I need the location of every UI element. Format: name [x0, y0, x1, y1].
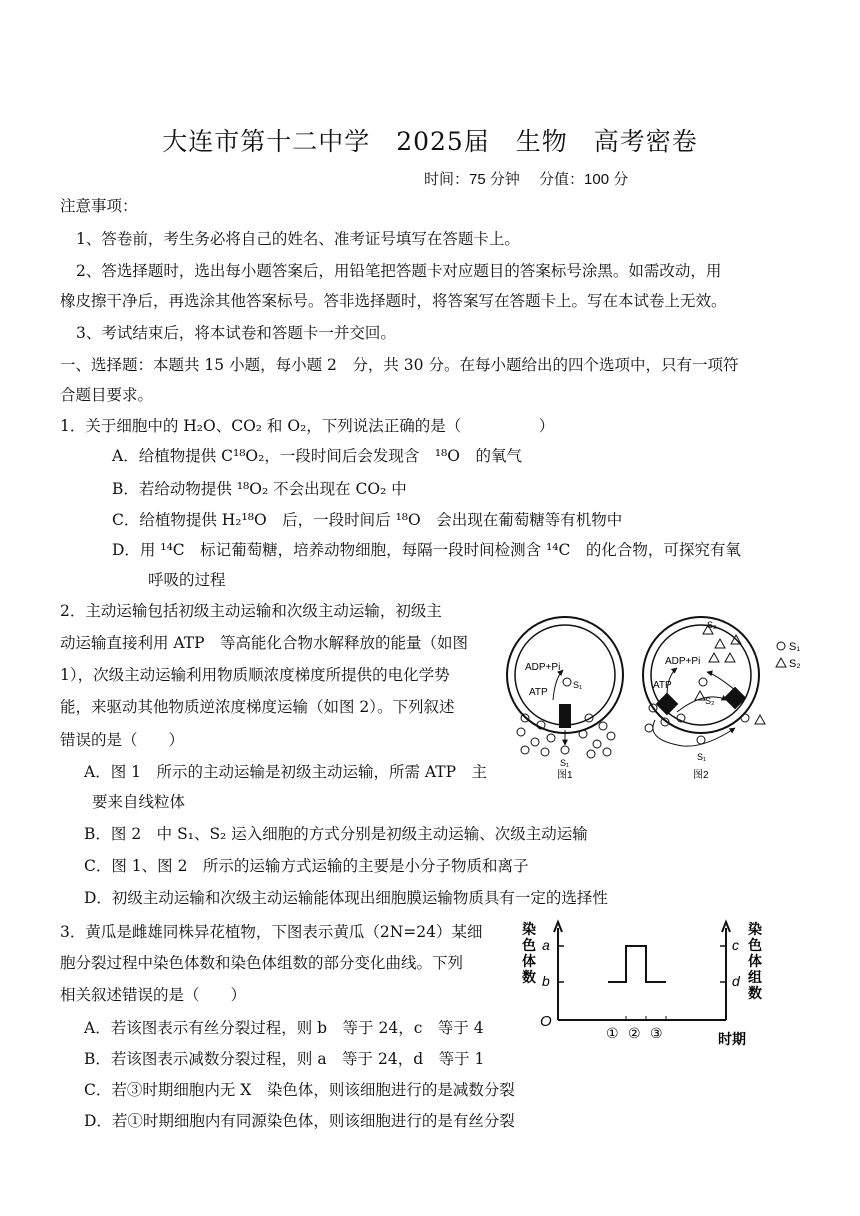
- fig2-s2-label-top: S₂: [707, 620, 717, 630]
- q2-stem-5: 错误的是（ ）: [60, 731, 185, 749]
- tick-a: a: [542, 937, 550, 953]
- q3-stem-3: 相关叙述错误的是（ ）: [60, 986, 247, 1004]
- q3-option-b: B．若该图表示减数分裂过程，则 a 等于 24，d 等于 1: [84, 1050, 485, 1068]
- q1-option-a: A．给植物提供 C¹⁸O₂，一段时间后会发现含 ¹⁸O 的氧气: [112, 447, 522, 465]
- fig2-adp-label: ADP+Pi: [665, 656, 701, 667]
- y-axis-left-label: [521, 921, 536, 985]
- q2-option-a: A．图 1 所示的主动运输是初级主动运输，所需 ATP 主: [84, 763, 488, 781]
- period-3: ③: [650, 1025, 663, 1041]
- y-left-char-4: 数: [522, 969, 536, 985]
- pump-left: [656, 693, 679, 716]
- x-axis-label: 时期: [718, 1031, 746, 1047]
- q3-option-c: C．若③时期细胞内无 X 染色体，则该细胞进行的是减数分裂: [84, 1081, 515, 1099]
- q2-stem-1: 2．主动运输包括初级主动运输和次级主动运输，初级主: [60, 602, 442, 620]
- fig1-caption: 图1: [557, 770, 573, 781]
- fig2-s1-label: S₁: [697, 752, 707, 762]
- fig1-atp-label: ATP: [529, 687, 548, 698]
- chromosome-graph: [520, 918, 790, 1058]
- period-2: ②: [628, 1025, 641, 1041]
- q2-option-d: D．初级主动运输和次级主动运输能体现出细胞膜运输物质具有一定的选择性: [84, 889, 608, 907]
- y-axis-right-label: [747, 921, 762, 1001]
- origin-label: O: [540, 1013, 552, 1030]
- notice-item-3: 3、考试结束后，将本试卷和答题卡一并交回。: [76, 324, 396, 342]
- exam-meta: 时间：75 分钟 分值：100 分: [424, 171, 629, 188]
- notice-heading: 注意事项：: [60, 197, 138, 215]
- y-right-char-5: 数: [748, 985, 762, 1001]
- y-right-char-3: 体: [748, 953, 762, 969]
- fig1-adp-label: ADP+Pi: [525, 662, 561, 673]
- q2-option-b: B．图 2 中 S₁、S₂ 运入细胞的方式分别是初级主动运输、次级主动运输: [84, 825, 588, 843]
- q2-stem-2: 动运输直接利用 ATP 等高能化合物水解释放的能量（如图: [60, 634, 469, 652]
- q1-option-b: B．若给动物提供 ¹⁸O₂ 不会出现在 CO₂ 中: [112, 480, 407, 498]
- tick-d: d: [732, 973, 740, 989]
- fig2-caption: 图2: [693, 770, 709, 781]
- legend-s2-symbol: [776, 658, 786, 667]
- fig2-s2-particles: [695, 625, 765, 724]
- tick-c: c: [732, 937, 739, 953]
- transport-figure: [505, 600, 825, 790]
- figure-2-cell: [643, 617, 765, 781]
- section-heading: 一、选择题：本题共 15 小题，每小题 2 分，共 30 分。在每小题给出的四个选项中，只有一项符: [60, 356, 739, 374]
- pump-right: [724, 687, 747, 710]
- period-1: ①: [606, 1025, 619, 1041]
- page-title: 大连市第十二中学 2025届 生物 高考密卷: [162, 127, 698, 156]
- fig1-s1-inside: S₁: [573, 680, 583, 690]
- q1-stem: 1．关于细胞中的 H₂O、CO₂ 和 O₂，下列说法正确的是（ ）: [60, 417, 555, 435]
- legend-s1-symbol: [777, 642, 785, 650]
- data-curve: [608, 946, 666, 982]
- fig2-atp-label: ATP: [653, 680, 672, 691]
- y-left-char-2: 色: [522, 937, 536, 953]
- q2-option-a-cont: 要来自线粒体: [92, 793, 186, 811]
- q3-option-a: A．若该图表示有丝分裂过程，则 b 等于 24，c 等于 4: [84, 1019, 484, 1037]
- q2-option-c: C．图 1、图 2 所示的运输方式运输的主要是小分子物质和离子: [84, 857, 529, 875]
- notice-item-1: 1、答卷前，考生务必将自己的姓名、准考证号填写在答题卡上。: [76, 230, 520, 248]
- figure-1-cell: [507, 617, 623, 781]
- q2-stem-3: 1），次级主动运输利用物质顺浓度梯度所提供的电化学势: [60, 666, 450, 684]
- q1-option-c: C．给植物提供 H₂¹⁸O 后，一段时间后 ¹⁸O 会出现在葡萄糖等有机物中: [112, 511, 623, 529]
- q1-option-d: D．用 ¹⁴C 标记葡萄糖，培养动物细胞，每隔一段时间检测含 ¹⁴C 的化合物，可探究有氧: [112, 541, 741, 559]
- y-right-char-4: 组: [748, 969, 762, 985]
- y-right-char-1: 染: [748, 921, 762, 937]
- q3-stem-2: 胞分裂过程中染色体数和染色体组数的部分变化曲线。下列: [60, 954, 464, 972]
- legend-s1-label: S₁: [789, 641, 801, 653]
- notice-item-2: 2、答选择题时，选出每小题答案后，用铅笔把答题卡对应题目的答案标号涂黑。如需改动，用: [76, 262, 722, 280]
- section-heading-cont: 合题目要求。: [60, 386, 154, 404]
- q2-stem-4: 能，来驱动其他物质逆浓度梯度运输（如图 2）。下列叙述: [60, 698, 455, 716]
- legend-s2-label: S₂: [789, 658, 801, 670]
- q3-stem-1: 3．黄瓜是雌雄同株异花植物，下图表示黄瓜（2N=24）某细: [60, 923, 483, 941]
- atp-pump: [559, 704, 571, 728]
- notice-item-2-cont: 橡皮擦干净后，再选涂其他答案标号。答非选择题时，将答案写在答题卡上。写在本试卷上无效。: [60, 292, 727, 310]
- fig2-s2-label-mid: S₂: [705, 696, 715, 706]
- q3-option-d: D．若①时期细胞内有同源染色体，则该细胞进行的是有丝分裂: [84, 1112, 515, 1130]
- fig1-s1-outside: S₁: [560, 758, 570, 768]
- y-right-char-2: 色: [748, 937, 762, 953]
- tick-b: b: [542, 973, 550, 989]
- q1-option-d-cont: 呼吸的过程: [148, 571, 226, 589]
- y-left-char-3: 体: [522, 953, 536, 969]
- y-left-char-1: 染: [522, 921, 536, 937]
- figure-legend: [776, 641, 801, 670]
